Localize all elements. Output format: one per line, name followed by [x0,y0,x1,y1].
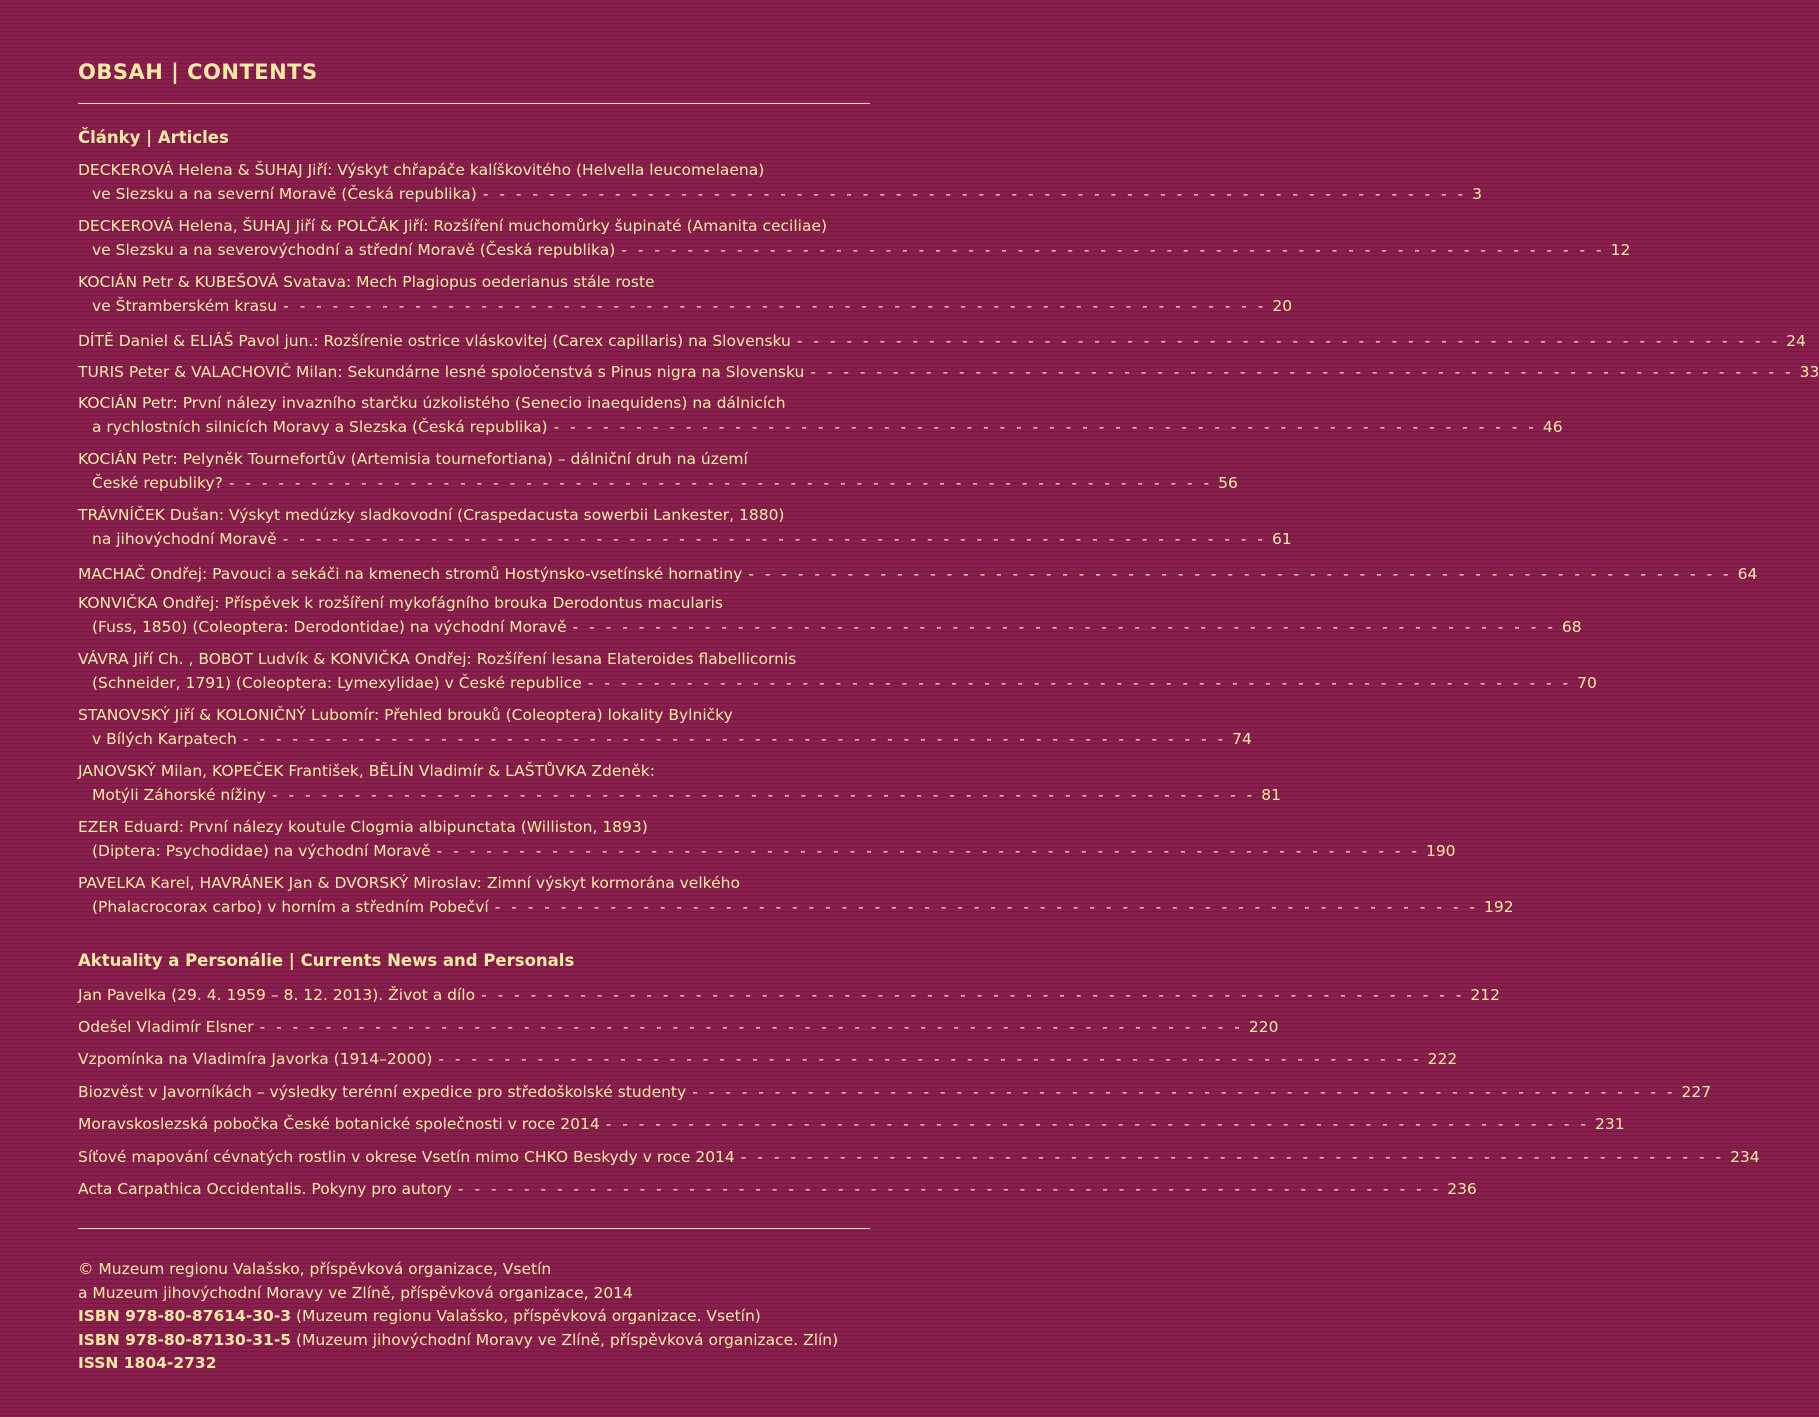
page-number: 33 [1799,363,1819,381]
page-number: 227 [1681,1083,1712,1101]
leader-dots: - - - - - - - - - - - - - - - - - - - - - - - - - - - - - - - - - - - - - - - - - - - - - - - - - - - - - - - - - - - - [621,241,1605,259]
leader-dots: - - - - - - - - - - - - - - - - - - - - - - - - - - - - - - - - - - - - - - - - - - - - - - - - - - - - - - - - - - - - [796,332,1781,350]
news-entry [78,1177,1477,1201]
leader-dots: - - - - - - - - - - - - - - - - - - - - - - - - - - - - - - - - - - - - - - - - - - - - - - - - - - - - - - - - - - - - [283,297,1267,315]
entry-title: KONVIČKA Ondřej: Příspěvek k rozšíření mykofágního brouka Derodontus macularis [78,594,723,612]
leader-dots: - - - - - - - - - - - - - - - - - - - - - - - - - - - - - - - - - - - - - - - - - - - - - - - - - - - - - - - - - - - - [436,842,1420,860]
news-section-title: Aktuality a Personálie | Currents News and Personals [78,951,575,970]
page-number: 12 [1610,241,1631,259]
article-entry [78,759,1281,807]
entry-text: Síťové mapování cévnatých rostlin v okrese Vsetín mimo CHKO Beskydy v roce 2014 [78,1148,735,1166]
page-number: 61 [1271,530,1292,548]
news-entry [78,983,1500,1007]
article-entry [78,360,1819,384]
leader-dots: - - - - - - - - - - - - - - - - - - - - - - - - - - - - - - - - - - - - - - - - - - - - - - - - - - - - - - - - - - - - [481,986,1465,1004]
articles-section-title: Články | Articles [78,128,229,147]
news-entry [78,1047,1458,1071]
entry-text: (Schneider, 1791) (Coleoptera: Lymexylidae) v České republice [92,674,582,692]
entry-text: České republiky? [92,474,223,492]
entry-text: a rychlostních silnicích Moravy a Slezska (Česká republika) [92,418,548,436]
divider [78,103,870,104]
isbn-2-publisher: (Muzeum jihovýchodní Moravy ve Zlíně, příspěvková organizace. Zlín) [291,1330,839,1349]
entry-title: JANOVSKÝ Milan, KOPEČEK František, BĚLÍN Vladimír & LAŠTŮVKA Zdeněk: [78,762,655,780]
entry-text: MACHAČ Ondřej: Pavouci a sekáči na kmenech stromů Hostýnsko-vsetínské hornatiny [78,565,743,583]
entry-text: Jan Pavelka (29. 4. 1959 – 8. 12. 2013). Život a dílo [78,986,476,1004]
page-number: 192 [1483,898,1514,916]
entry-title: KOCIÁN Petr & KUBEŠOVÁ Svatava: Mech Plagiopus oederianus stále roste [78,273,655,291]
leader-dots: - - - - - - - - - - - - - - - - - - - - - - - - - - - - - - - - - - - - - - - - - - - - - - - - - - - - - - - - - - - - [259,1018,1243,1036]
entry-title: EZER Eduard: První nálezy koutule Clogmia albipunctata (Williston, 1893) [78,818,648,836]
page-number: 56 [1218,474,1238,492]
page-number: 68 [1561,618,1582,636]
entry-text: Moravskoslezská pobočka České botanické společnosti v roce 2014 [78,1115,600,1133]
leader-dots: - - - - - - - - - - - - - - - - - - - - - - - - - - - - - - - - - - - - - - - - - - - - - - - - - - - - - - - - - - - - [605,1115,1589,1133]
page-number: 231 [1594,1115,1625,1133]
article-entry [78,214,1631,262]
leader-dots: - - - - - - - - - - - - - - - - - - - - - - - - - - - - - - - - - - - - - - - - - - - - - - - - - - - - - - - - - - - - [810,363,1794,381]
divider [78,1228,870,1229]
page-number: 222 [1427,1050,1458,1068]
entry-text: Vzpomínka na Vladimíra Javorka (1914–2000) [78,1050,433,1068]
article-entry [78,270,1293,318]
entry-title: PAVELKA Karel, HAVRÁNEK Jan & DVORSKÝ Miroslav: Zimní výskyt kormorána velkého [78,874,740,892]
article-entry [78,503,1292,551]
article-entry [78,871,1514,919]
leader-dots: - - - - - - - - - - - - - - - - - - - - - - - - - - - - - - - - - - - - - - - - - - - - - - - - - - - - - - - - - - - - [740,1148,1725,1166]
isbn-1: ISBN 978-80-87614-30-3 [78,1307,292,1325]
article-entry [78,447,1238,495]
news-entry [78,1145,1760,1169]
entry-text: Motýli Záhorské nížiny [92,786,266,804]
copyright-line: © Muzeum regionu Valašsko, příspěvková organizace, Vsetín [78,1260,552,1278]
leader-dots: - - - - - - - - - - - - - - - - - - - - - - - - - - - - - - - - - - - - - - - - - - - - - - - - - - - - - - - - - - - - [282,530,1266,548]
leader-dots: - - - - - - - - - - - - - - - - - - - - - - - - - - - - - - - - - - - - - - - - - - - - - - - - - - - - - - - - - - - - [271,786,1256,804]
entry-title: TRÁVNÍČEK Dušan: Výskyt medúzky sladkovodní (Craspedacusta sowerbii Lankester, 1880) [78,506,785,524]
page-number: 24 [1786,332,1806,350]
leader-dots: - - - - - - - - - - - - - - - - - - - - - - - - - - - - - - - - - - - - - - - - - - - - - - - - - - - - - - - - - - - - [494,898,1478,916]
entry-title: DECKEROVÁ Helena, ŠUHAJ Jiří & POLČÁK Jiří: Rozšíření muchomůrky šupinaté (Amanita ceciliae) [78,217,828,235]
leader-dots: - - - - - - - - - - - - - - - - - - - - - - - - - - - - - - - - - - - - - - - - - - - - - - - - - - - - - - - - - - - - [553,418,1537,436]
page-number: 46 [1542,418,1563,436]
entry-text: Biozvěst v Javorníkách – výsledky terénní expedice pro středoškolské studenty [78,1083,687,1101]
leader-dots: - - - - - - - - - - - - - - - - - - - - - - - - - - - - - - - - - - - - - - - - - - - - - - - - - - - - - - - - - - - - [242,730,1227,748]
article-entry [78,703,1252,751]
entry-text: (Fuss, 1850) (Coleoptera: Derodontidae) na východní Moravě [92,618,567,636]
entry-text: (Diptera: Psychodidae) na východní Moravě [92,842,431,860]
page-number: 236 [1447,1180,1477,1198]
entry-text: na jihovýchodní Moravě [92,530,277,548]
page-number: 212 [1470,986,1500,1004]
isbn-2: ISBN 978-80-87130-31-5 [78,1330,292,1349]
leader-dots: - - - - - - - - - - - - - - - - - - - - - - - - - - - - - - - - - - - - - - - - - - - - - - - - - - - - - - - - - - - - [692,1083,1676,1101]
news-entry [78,1112,1625,1136]
entry-text: (Phalacrocorax carbo) v horním a středním Pobečví [92,898,489,916]
entry-text: v Bílých Karpatech [92,730,237,748]
leader-dots: - - - - - - - - - - - - - - - - - - - - - - - - - - - - - - - - - - - - - - - - - - - - - - - - - - - - - - - - - - - - [748,565,1732,583]
entry-title: STANOVSKÝ Jiří & KOLONIČNÝ Lubomír: Přehled brouků (Coleoptera) lokality Bylničky [78,706,733,724]
article-entry [78,391,1563,439]
article-entry [78,815,1456,863]
leader-dots: - - - - - - - - - - - - - - - - - - - - - - - - - - - - - - - - - - - - - - - - - - - - - - - - - - - - - - - - - - - - [482,185,1467,203]
page-number: 81 [1261,786,1281,804]
page-number: 74 [1232,730,1252,748]
isbn-line-2 [78,1329,838,1353]
leader-dots: - - - - - - - - - - - - - - - - - - - - - - - - - - - - - - - - - - - - - - - - - - - - - - - - - - - - - - - - - - - - [572,618,1556,636]
entry-text: Acta Carpathica Occidentalis. Pokyny pro autory [78,1180,452,1198]
entry-text: TURIS Peter & VALACHOVIČ Milan: Sekundárne lesné spoločenstvá s Pinus nigra na Slovensku [78,363,805,381]
page-number: 190 [1425,842,1456,860]
entry-text: ve Štramberském krasu [92,297,278,315]
article-entry [78,591,1582,639]
entry-text: ve Slezsku a na severní Moravě (Česká republika) [92,185,477,203]
page-number: 220 [1248,1018,1279,1036]
entry-title: KOCIÁN Petr: První nálezy invazního starčku úzkolistého (Senecio inaequidens) na dálnicích [78,394,786,412]
leader-dots: - - - - - - - - - - - - - - - - - - - - - - - - - - - - - - - - - - - - - - - - - - - - - - - - - - - - - - - - - - - - [438,1050,1422,1068]
page-number: 70 [1577,674,1597,692]
news-entry [78,1015,1279,1039]
page-heading: OBSAH | CONTENTS [78,60,318,84]
news-entry [78,1080,1712,1104]
leader-dots: - - - - - - - - - - - - - - - - - - - - - - - - - - - - - - - - - - - - - - - - - - - - - - - - - - - - - - - - - - - - [228,474,1213,492]
page-number: 3 [1472,185,1482,203]
isbn-1-publisher: (Muzeum regionu Valašsko, příspěvková organizace. Vsetín) [291,1307,761,1325]
issn: ISSN 1804-2732 [78,1354,217,1372]
leader-dots: - - - - - - - - - - - - - - - - - - - - - - - - - - - - - - - - - - - - - - - - - - - - - - - - - - - - - - - - - - - - [587,674,1572,692]
article-entry [78,562,1758,586]
article-entry [78,329,1806,353]
page-number: 234 [1730,1148,1760,1166]
article-entry [78,647,1597,695]
leader-dots: - - - - - - - - - - - - - - - - - - - - - - - - - - - - - - - - - - - - - - - - - - - - - - - - - - - - - - - - - - - - [457,1180,1442,1198]
entry-title: DECKEROVÁ Helena & ŠUHAJ Jiří: Výskyt chřapáče kalíškovitého (Helvella leucomelaena) [78,161,765,179]
entry-title: VÁVRA Jiří Ch. , BOBOT Ludvík & KONVIČKA Ondřej: Rozšíření lesana Elateroides flabellicornis [78,650,797,668]
isbn-line-1 [78,1305,838,1329]
imprint [78,1258,838,1376]
page-number: 64 [1737,565,1758,583]
copyright-line-2: a Muzeum jihovýchodní Moravy ve Zlíně, příspěvková organizace, 2014 [78,1283,633,1302]
entry-text: ve Slezsku a na severovýchodní a střední Moravě (Česká republika) [92,241,616,259]
page-number: 20 [1272,297,1293,315]
entry-text: DÍTĚ Daniel & ELIÁŠ Pavol jun.: Rozšírenie ostrice vláskovitej (Carex capillaris) na Slovensku [78,332,791,350]
entry-title: KOCIÁN Petr: Pelyněk Tournefortův (Artemisia tournefortiana) – dálniční druh na území [78,450,748,468]
entry-text: Odešel Vladimír Elsner [78,1018,254,1036]
article-entry [78,158,1482,206]
